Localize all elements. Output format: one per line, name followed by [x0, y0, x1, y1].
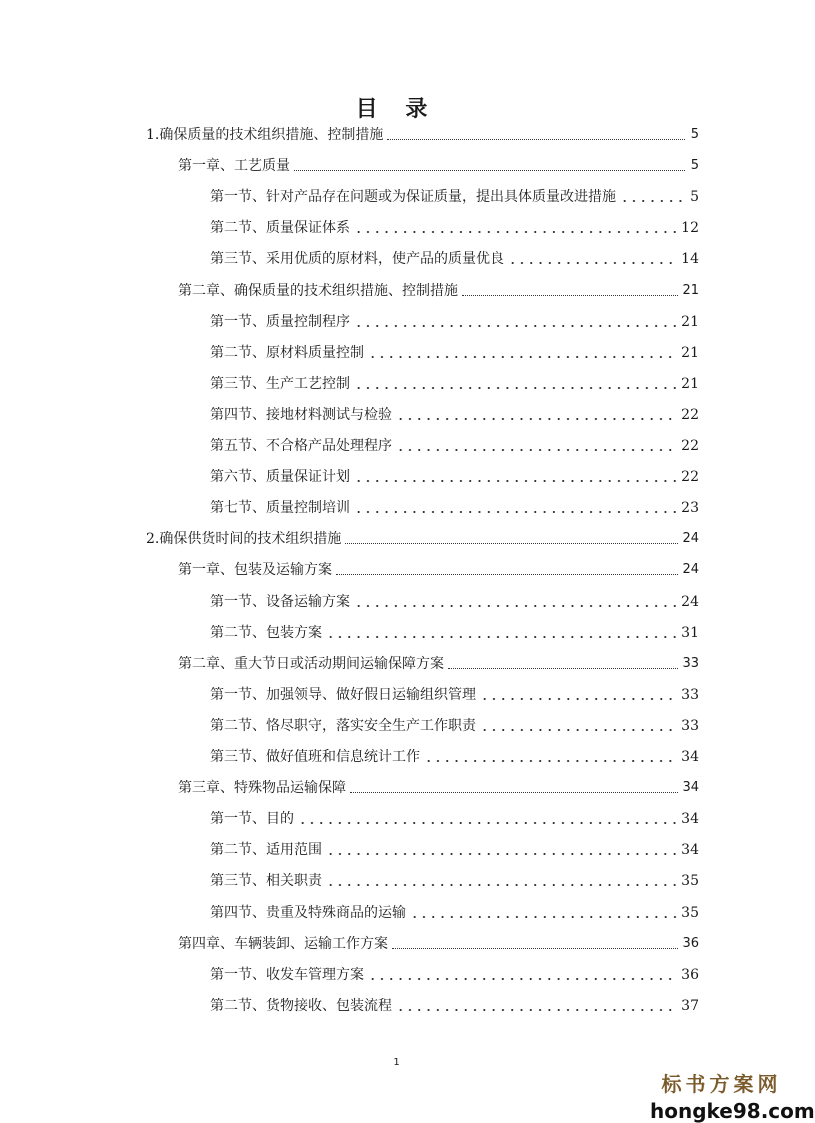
toc-entry[interactable] — [210, 680, 699, 704]
toc-entry-page: 37 — [681, 997, 699, 1014]
toc-entry-label: 第三节、采用优质的原材料，使产品的质量优良 — [210, 251, 504, 268]
toc-entry-label: 第三章、特殊物品运输保障 — [178, 780, 346, 797]
toc-leader-dots — [620, 188, 685, 206]
toc-leader-dots — [354, 375, 677, 393]
toc-entry-page: 21 — [681, 344, 699, 361]
toc-entry-label: 第三节、相关职责 — [210, 873, 322, 890]
toc-entry-label: 第二节、恪尽职守，落实安全生产工作职责 — [210, 717, 476, 734]
toc-entry[interactable] — [210, 493, 699, 517]
toc-entry-label: 第一节、目的 — [210, 811, 294, 828]
toc-entry-page: 12 — [681, 220, 699, 237]
toc-entry-label: 第三节、生产工艺控制 — [210, 375, 350, 392]
toc-entry-label: 第四章、车辆装卸、运输工作方案 — [178, 935, 388, 952]
toc-entry-label: 第一章、工艺质量 — [178, 158, 290, 175]
toc-leader-dots — [392, 935, 678, 953]
toc-entry-page: 22 — [681, 469, 699, 486]
toc-entry-label: 第二节、质量保证体系 — [210, 220, 350, 237]
watermark-logo — [650, 1068, 815, 1123]
toc-entry-page: 5 — [690, 189, 699, 206]
toc-entry[interactable] — [210, 338, 699, 362]
toc-leader-dots — [326, 872, 677, 890]
toc-entry[interactable] — [210, 991, 699, 1015]
toc-entry-label: 1.确保质量的技术组织措施、控制措施 — [146, 127, 384, 143]
toc-entry-label: 第一节、收发车管理方案 — [210, 966, 364, 983]
toc-entry-label: 第一节、加强领导、做好假日运输组织管理 — [210, 686, 476, 703]
toc-entry-label: 第五节、不合格产品处理程序 — [210, 438, 392, 454]
toc-entry[interactable] — [210, 898, 699, 922]
toc-entry-label: 第一节、设备运输方案 — [210, 593, 350, 610]
toc-leader-dots — [462, 282, 678, 300]
toc-entry-label: 第七节、质量控制培训 — [210, 500, 350, 517]
toc-entry-page: 21 — [681, 313, 699, 330]
toc-leader-dots — [354, 499, 677, 517]
toc-leader-dots — [336, 561, 678, 579]
toc-entry-label: 第二节、包装方案 — [210, 624, 322, 641]
toc-entry[interactable] — [210, 960, 699, 984]
watermark-en: hongke98.com — [650, 1099, 815, 1123]
page-title: 目 录 — [355, 97, 438, 122]
toc-entry[interactable] — [210, 369, 699, 393]
toc-entry-page: 36 — [681, 966, 699, 983]
toc-leader-dots — [480, 717, 677, 735]
toc-entry[interactable] — [210, 400, 699, 424]
toc-entry-page: 34 — [682, 780, 699, 796]
toc-leader-dots — [368, 966, 677, 984]
toc-entry-label: 第二章、确保质量的技术组织措施、控制措施 — [178, 282, 458, 299]
toc-leader-dots — [396, 406, 677, 424]
toc-entry-label: 第二节、适用范围 — [210, 842, 322, 859]
toc-leader-dots — [396, 997, 677, 1015]
toc-entry[interactable] — [146, 524, 699, 548]
toc-entry[interactable] — [178, 649, 699, 673]
toc-leader-dots — [368, 344, 677, 362]
toc-entry-page: 24 — [681, 593, 699, 610]
toc-entry[interactable] — [178, 276, 699, 300]
toc-entry[interactable] — [210, 182, 699, 206]
toc-entry[interactable] — [210, 835, 699, 859]
toc-entry-label: 第四节、接地材料测试与检验 — [210, 406, 392, 423]
toc-leader-dots — [345, 530, 678, 548]
toc-entry[interactable] — [210, 742, 699, 766]
toc-leader-dots — [298, 810, 677, 828]
toc-entry[interactable] — [210, 711, 699, 735]
toc-entry-page: 21 — [681, 375, 699, 392]
toc-leader-dots — [424, 748, 677, 766]
toc-entry-page: 5 — [690, 127, 699, 142]
toc-leader-dots — [396, 437, 677, 455]
toc-leader-dots — [508, 250, 677, 268]
toc-entry[interactable] — [210, 462, 699, 486]
toc-entry-page: 22 — [681, 406, 699, 423]
page-number: 1 — [393, 1057, 400, 1068]
toc-entry-label: 第二节、货物接收、包装流程 — [210, 997, 392, 1014]
toc-entry-page: 33 — [681, 686, 699, 703]
toc-entry[interactable] — [210, 618, 699, 642]
toc-entry-label: 第一节、质量控制程序 — [210, 313, 350, 330]
toc-entry-page: 14 — [681, 251, 699, 268]
toc-entry[interactable] — [178, 151, 699, 175]
toc-leader-dots — [354, 313, 677, 331]
toc-entry-label: 第三节、做好值班和信息统计工作 — [210, 749, 420, 765]
toc-entry-page: 5 — [690, 158, 699, 174]
toc-entry[interactable] — [178, 773, 699, 797]
toc-entry-page: 33 — [682, 655, 699, 671]
toc-entry[interactable] — [210, 587, 699, 611]
toc-entry-page: 34 — [681, 749, 699, 765]
toc-leader-dots — [410, 904, 677, 922]
toc-entry-page: 21 — [682, 282, 699, 298]
toc-entry[interactable] — [210, 431, 699, 455]
toc-leader-dots — [294, 157, 685, 175]
toc-leader-dots — [354, 219, 677, 237]
toc-leader-dots — [354, 593, 677, 611]
toc-entry-label: 第四节、贵重及特殊商品的运输 — [210, 904, 406, 921]
toc-entry-label: 2.确保供货时间的技术组织措施 — [146, 531, 342, 548]
toc-entry-page: 35 — [681, 873, 699, 890]
toc-entry-page: 35 — [681, 904, 699, 921]
toc-entry-page: 24 — [682, 562, 699, 578]
toc-entry-page: 34 — [681, 811, 699, 828]
toc-leader-dots — [354, 468, 677, 486]
toc-entry[interactable] — [210, 866, 699, 890]
toc-entry-page: 36 — [682, 935, 699, 951]
toc-leader-dots — [326, 624, 677, 642]
toc-leader-dots — [448, 655, 678, 673]
toc-leader-dots — [326, 841, 677, 859]
toc-entry[interactable] — [210, 244, 699, 268]
toc-entry-page: 34 — [681, 842, 699, 859]
toc-entry[interactable] — [210, 307, 699, 331]
toc-entry-label: 第六节、质量保证计划 — [210, 469, 350, 486]
watermark-cn: 标书方案网 — [661, 1072, 782, 1096]
toc-entry-page: 33 — [681, 717, 699, 734]
toc-entry-label: 第一章、包装及运输方案 — [178, 562, 332, 579]
toc-entry[interactable] — [178, 929, 699, 953]
toc-entry[interactable] — [146, 120, 699, 144]
toc-entry[interactable] — [178, 555, 699, 579]
toc-entry-label: 第二章、重大节日或活动期间运输保障方案 — [178, 655, 444, 672]
toc-leader-dots — [387, 126, 685, 144]
toc-entry[interactable] — [210, 804, 699, 828]
toc-entry-label: 第二节、原材料质量控制 — [210, 344, 364, 361]
toc-entry-page: 24 — [682, 531, 699, 547]
toc-entry-label: 第一节、针对产品存在问题或为保证质量，提出具体质量改进措施 — [210, 189, 616, 206]
toc-entry-page: 22 — [681, 438, 699, 454]
toc-leader-dots — [480, 686, 677, 704]
toc-leader-dots — [350, 779, 678, 797]
toc-entry-page: 23 — [681, 500, 699, 517]
toc-entry-page: 31 — [681, 624, 699, 641]
toc-entry[interactable] — [210, 213, 699, 237]
